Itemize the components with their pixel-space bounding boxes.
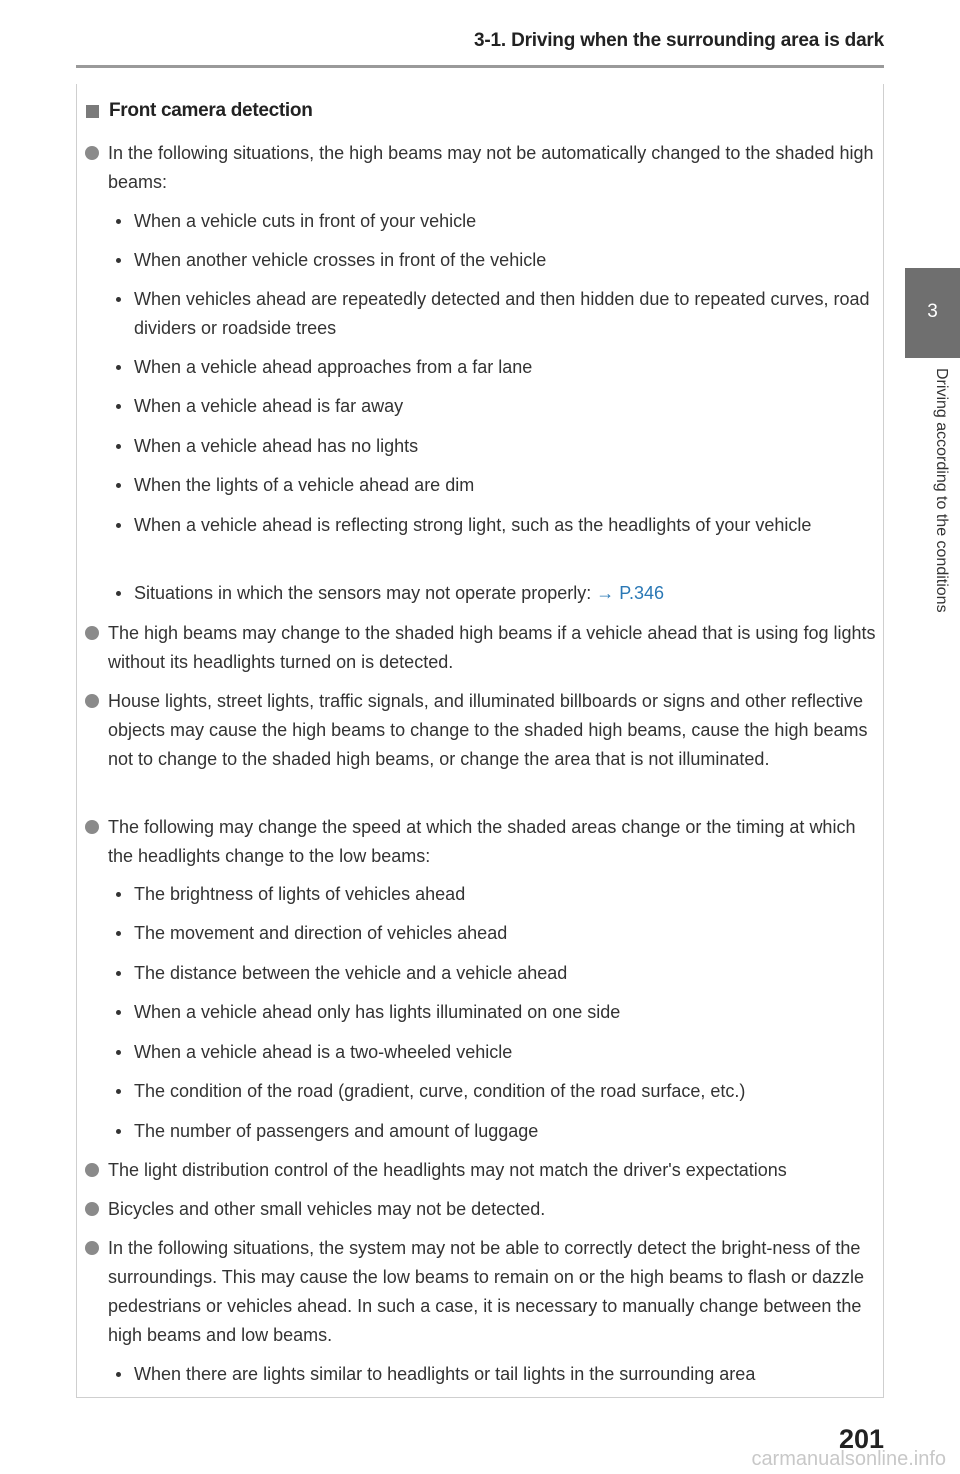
sub-list-item xyxy=(134,1117,874,1146)
sub-list-item xyxy=(134,1077,874,1106)
section-title: Front camera detection xyxy=(109,100,313,121)
item-text: The condition of the road (gradient, curve, condition of the road surface, etc.) xyxy=(134,1081,746,1101)
chapter-number: 3 xyxy=(927,301,938,322)
sub-list-item xyxy=(134,471,874,500)
header-title: 3-1. Driving when the surrounding area is dark xyxy=(474,30,884,51)
bullet-icon xyxy=(116,297,121,302)
sub-list-item xyxy=(134,959,874,988)
list-item xyxy=(108,813,878,871)
sub-list-item xyxy=(134,1038,874,1067)
item-text: In the following situations, the system may not be able to correctly detect the bright-ness of the surroundings. This may cause the low beams to remain on or the high beams to flash or dazzle pedestrians or vehicles ahead. In such a case, it is necessary to manually change between the high beams and low beams. xyxy=(108,1238,865,1345)
section-heading xyxy=(86,100,313,122)
bullet-icon xyxy=(116,892,121,897)
page-number: 201 xyxy=(838,1424,884,1454)
item-text: The light distribution control of the headlights may not match the driver's expectations xyxy=(108,1160,787,1180)
circle-bullet-icon xyxy=(85,146,99,160)
item-text: The high beams may change to the shaded high beams if a vehicle ahead that is using fog lights without its headlights turned on is detected. xyxy=(108,623,876,672)
side-tab-rule xyxy=(905,356,960,358)
item-text: When the lights of a vehicle ahead are dim xyxy=(134,475,475,495)
item-text: House lights, street lights, traffic signals, and illuminated billboards or signs and other reflective objects may cause the high beams to change to the shaded high beams, cause the high beams not to change to the shaded high beams, or change the area that is not illuminated. xyxy=(108,691,868,769)
bullet-icon xyxy=(116,971,121,976)
bullet-icon xyxy=(116,219,121,224)
item-text: The number of passengers and amount of luggage xyxy=(134,1121,539,1141)
item-text: When a vehicle ahead has no lights xyxy=(134,436,419,456)
list-item xyxy=(108,619,878,677)
item-text: When a vehicle ahead is a two-wheeled vehicle xyxy=(134,1042,513,1062)
watermark: carmanualsonline.info xyxy=(751,1448,946,1470)
sub-list-item xyxy=(134,511,874,540)
sub-list-item xyxy=(134,392,874,421)
circle-bullet-icon xyxy=(85,626,99,640)
bullet-icon xyxy=(116,1129,121,1134)
item-text: When a vehicle ahead is far away xyxy=(134,396,404,416)
sub-list-item xyxy=(134,998,874,1027)
item-text: The movement and direction of vehicles ahead xyxy=(134,923,508,943)
item-text: When a vehicle ahead only has lights illuminated on one side xyxy=(134,1002,621,1022)
bullet-icon xyxy=(116,365,121,370)
bullet-icon xyxy=(116,931,121,936)
list-item xyxy=(108,687,878,774)
item-text: The following may change the speed at which the shaded areas change or the timing at which the headlights change to the low beams: xyxy=(108,817,856,866)
bullet-icon xyxy=(116,1372,121,1377)
item-text: When a vehicle ahead is reflecting strong light, such as the headlights of your vehicle xyxy=(134,515,812,535)
bullet-icon xyxy=(116,404,121,409)
list-item xyxy=(108,1234,878,1350)
sub-list-item xyxy=(134,207,874,236)
circle-bullet-icon xyxy=(85,1241,99,1255)
page-reference-link[interactable]: → P.346 xyxy=(596,583,664,603)
header-rule xyxy=(76,65,884,68)
side-tab xyxy=(905,268,960,356)
list-item xyxy=(108,1195,878,1224)
item-text: When vehicles ahead are repeatedly detected and then hidden due to repeated curves, road dividers or roadside trees xyxy=(134,289,870,338)
list-item xyxy=(108,1156,878,1185)
circle-bullet-icon xyxy=(85,1163,99,1177)
sub-list-item xyxy=(134,1360,874,1389)
bullet-icon xyxy=(116,591,121,596)
circle-bullet-icon xyxy=(85,820,99,834)
bullet-icon xyxy=(116,483,121,488)
circle-bullet-icon xyxy=(85,694,99,708)
item-text: When a vehicle ahead approaches from a far lane xyxy=(134,357,533,377)
item-text: When another vehicle crosses in front of the vehicle xyxy=(134,250,547,270)
bullet-icon xyxy=(116,258,121,263)
item-text: The distance between the vehicle and a vehicle ahead xyxy=(134,963,568,983)
item-text: Situations in which the sensors may not operate properly: xyxy=(134,583,592,603)
bullet-icon xyxy=(116,523,121,528)
sub-list-item xyxy=(134,285,874,343)
sub-list-item xyxy=(134,432,874,461)
bullet-icon xyxy=(116,1050,121,1055)
item-text: When a vehicle cuts in front of your vehicle xyxy=(134,211,477,231)
list-item xyxy=(108,139,878,197)
sub-list-item xyxy=(134,919,874,948)
sub-list-item xyxy=(134,579,874,608)
chapter-label: Driving according to the conditions xyxy=(933,368,950,613)
item-text: The brightness of lights of vehicles ahead xyxy=(134,884,466,904)
sub-list-item xyxy=(134,353,874,382)
item-text: Bicycles and other small vehicles may not be detected. xyxy=(108,1199,546,1219)
square-bullet-icon xyxy=(86,105,99,118)
bullet-icon xyxy=(116,1010,121,1015)
bullet-icon xyxy=(116,444,121,449)
circle-bullet-icon xyxy=(85,1202,99,1216)
item-text: In the following situations, the high beams may not be automatically changed to the shaded high beams: xyxy=(108,143,874,192)
item-text: When there are lights similar to headlights or tail lights in the surrounding area xyxy=(134,1364,756,1384)
bullet-icon xyxy=(116,1089,121,1094)
sub-list-item xyxy=(134,880,874,909)
sub-list-item xyxy=(134,246,874,275)
